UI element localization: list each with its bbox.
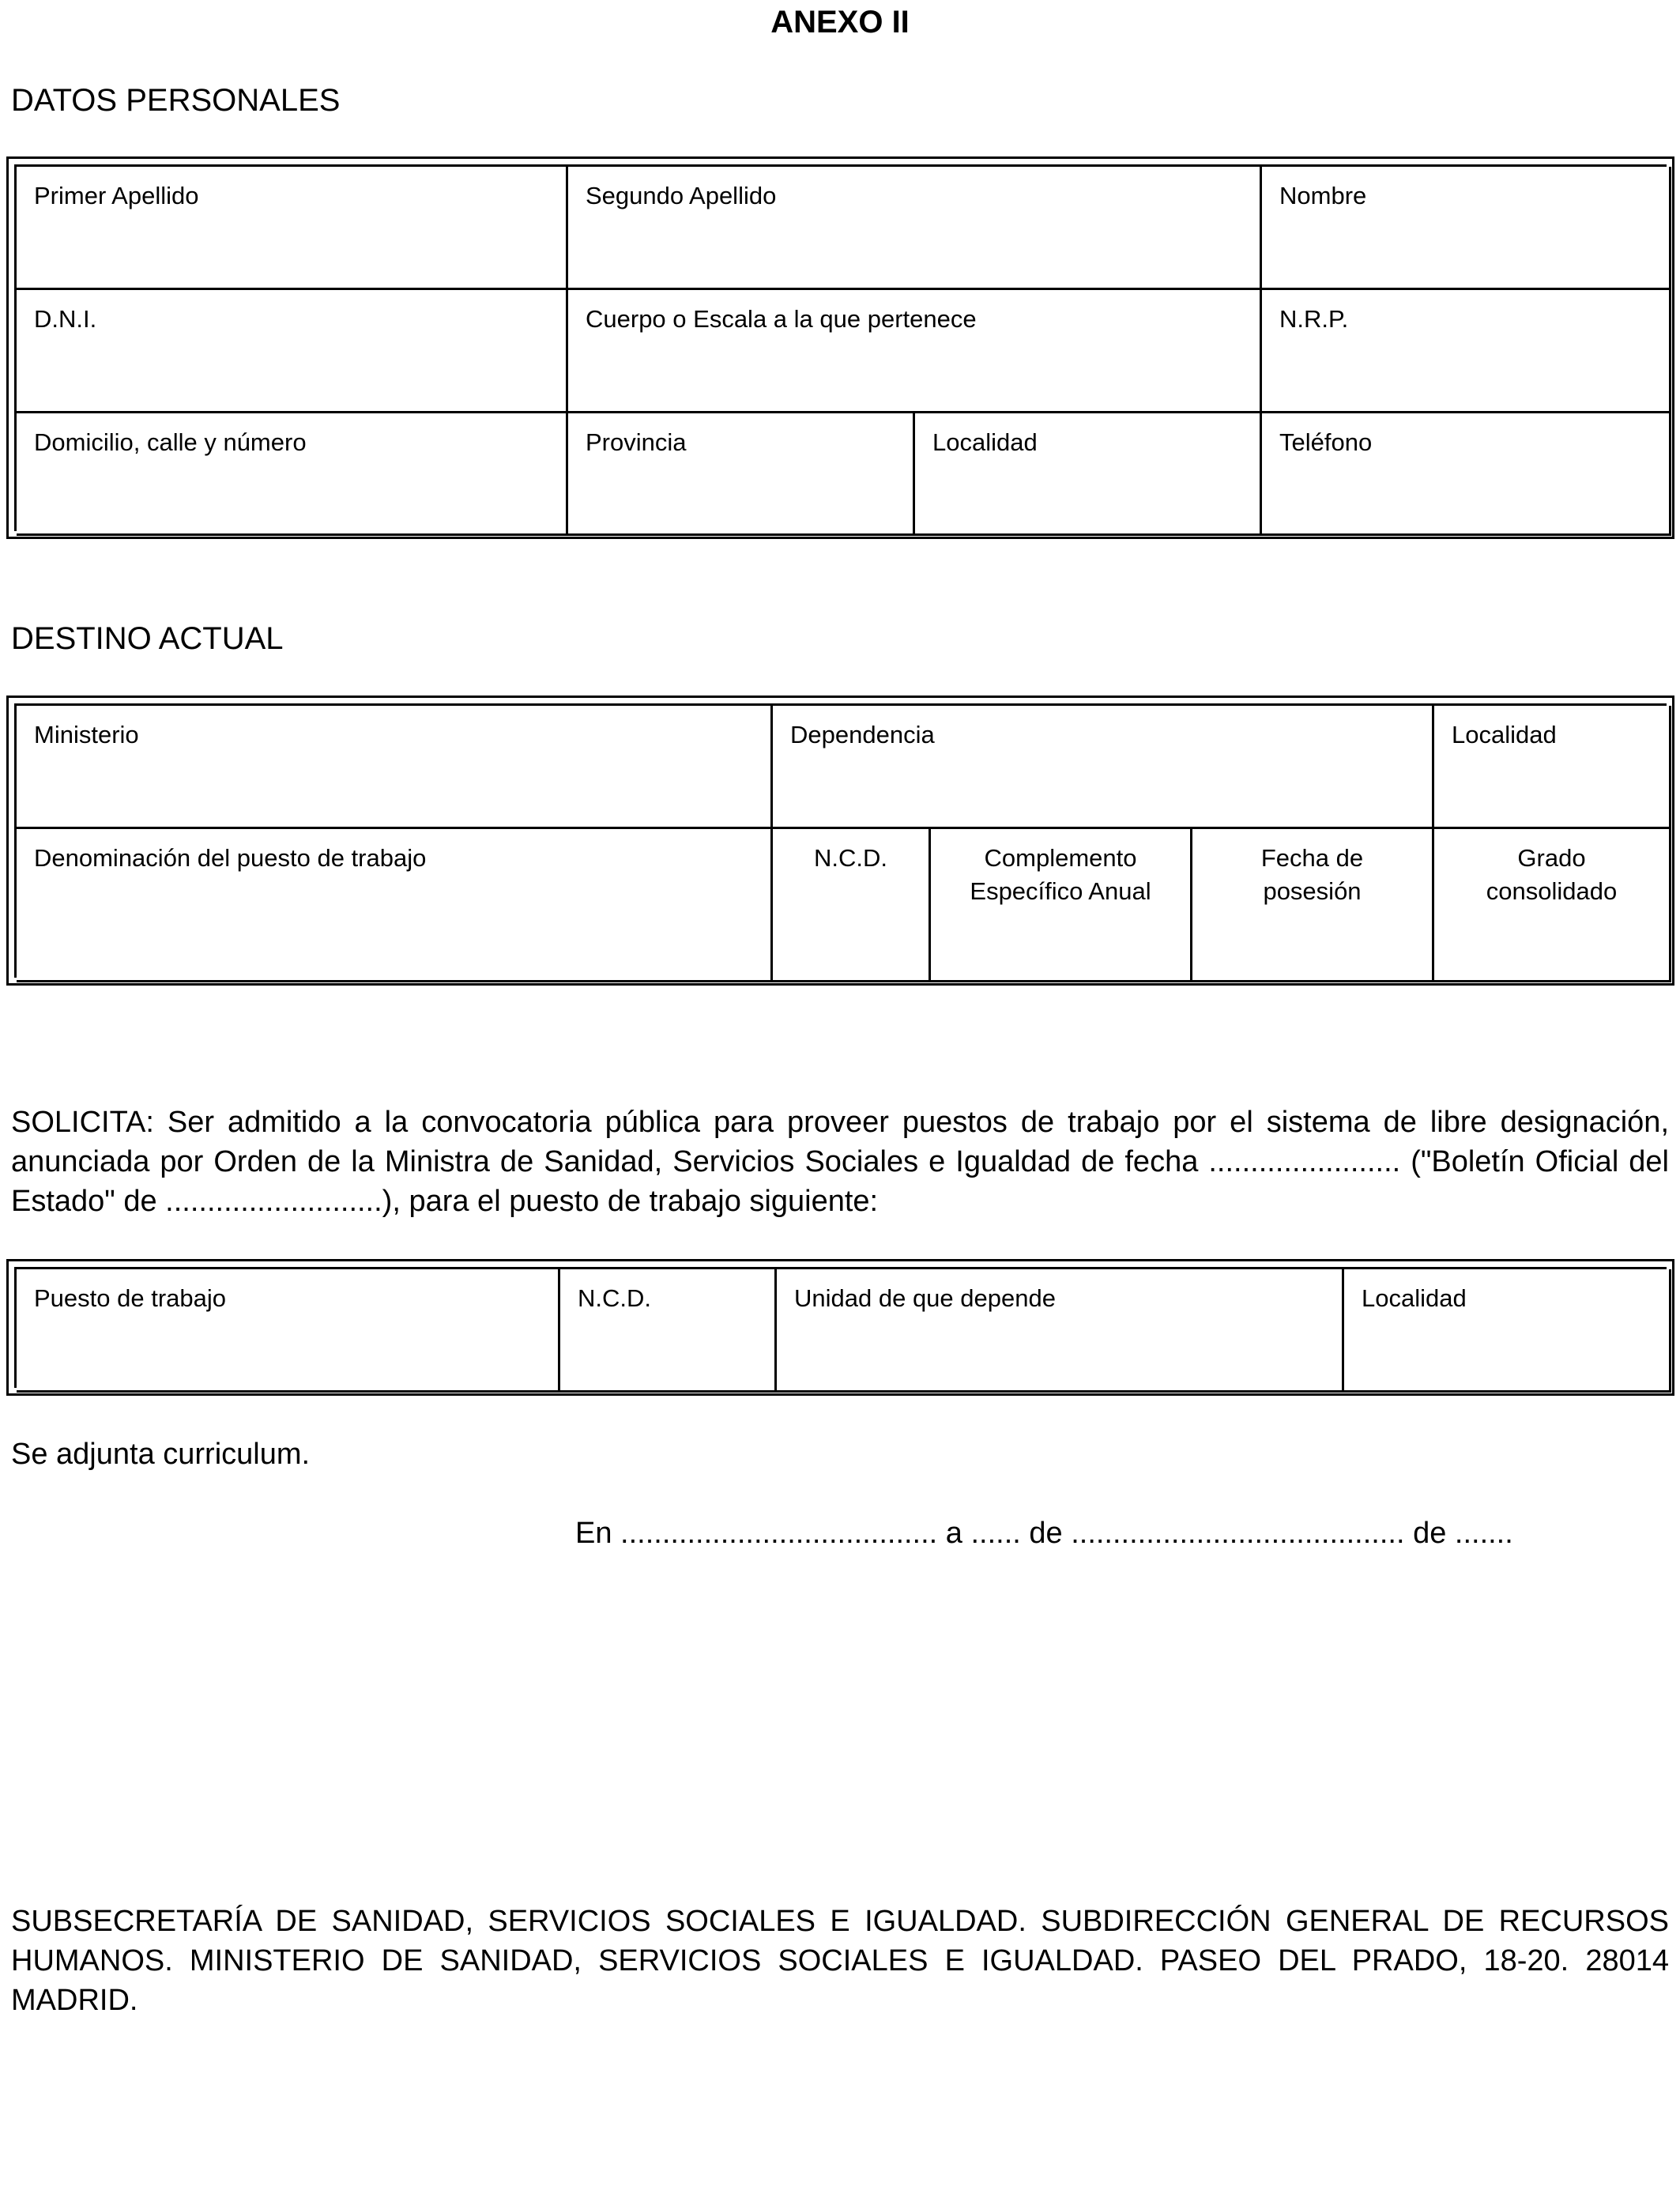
field-ministerio[interactable] xyxy=(17,706,773,829)
label-primer-apellido: Primer Apellido xyxy=(34,182,199,209)
field-nombre[interactable] xyxy=(1262,167,1671,290)
field-dependencia[interactable] xyxy=(773,706,1434,829)
field-unidad[interactable] xyxy=(777,1269,1344,1393)
section-heading-destino: DESTINO ACTUAL xyxy=(11,621,284,656)
label-complemento-line1: Complemento xyxy=(984,844,1137,872)
label-denominacion: Denominación del puesto de trabajo xyxy=(34,844,427,872)
label-grado-line1: Grado xyxy=(1517,844,1586,872)
adjunta-curriculum: Se adjunta curriculum. xyxy=(11,1438,311,1471)
field-provincia[interactable] xyxy=(568,413,915,536)
field-domicilio[interactable] xyxy=(17,413,568,536)
label-ncd-destino: N.C.D. xyxy=(814,844,887,872)
label-fecha-line2: posesión xyxy=(1263,877,1362,905)
field-segundo-apellido[interactable] xyxy=(568,167,1262,290)
field-localidad[interactable] xyxy=(915,413,1262,536)
field-localidad-puesto[interactable] xyxy=(1344,1269,1671,1393)
label-domicilio: Domicilio, calle y número xyxy=(34,428,307,456)
field-primer-apellido[interactable] xyxy=(17,167,568,290)
label-cuerpo-escala: Cuerpo o Escala a la que pertenece xyxy=(586,305,977,333)
requested-post-table xyxy=(6,1259,1674,1396)
field-denominacion[interactable] xyxy=(17,829,773,982)
field-grado[interactable] xyxy=(1434,829,1671,982)
field-ncd-puesto[interactable] xyxy=(560,1269,777,1393)
field-cuerpo-escala[interactable] xyxy=(568,290,1262,413)
date-place-line: En ...................................... a ...... de ........................................ de ....... xyxy=(575,1517,1513,1550)
field-nrp[interactable] xyxy=(1262,290,1671,413)
label-provincia: Provincia xyxy=(586,428,687,456)
label-puesto: Puesto de trabajo xyxy=(34,1284,227,1312)
label-localidad-destino: Localidad xyxy=(1452,721,1557,748)
field-telefono[interactable] xyxy=(1262,413,1671,536)
label-dependencia: Dependencia xyxy=(790,721,935,748)
label-ministerio: Ministerio xyxy=(34,721,139,748)
label-localidad: Localidad xyxy=(932,428,1038,456)
field-dni[interactable] xyxy=(17,290,568,413)
label-telefono: Teléfono xyxy=(1279,428,1373,456)
label-ncd-puesto: N.C.D. xyxy=(578,1284,651,1312)
label-localidad-puesto: Localidad xyxy=(1362,1284,1467,1312)
label-grado-line2: consolidado xyxy=(1486,877,1618,905)
field-localidad-destino[interactable] xyxy=(1434,706,1671,829)
current-post-table xyxy=(6,696,1674,986)
footer-address: SUBSECRETARÍA DE SANIDAD, SERVICIOS SOCIALES E IGUALDAD. SUBDIRECCIÓN GENERAL DE RECURSOS HUMANOS. MINISTERIO DE SANIDAD, SERVICIOS SOCIALES E IGUALDAD. PASEO DEL PRADO, 18-20. 28014 MADRID. xyxy=(11,1905,1669,2017)
label-nrp: N.R.P. xyxy=(1279,305,1349,333)
solicita-paragraph: SOLICITA: Ser admitido a la convocatoria pública para proveer puestos de trabajo por el sistema de libre designación, anunciada por Orden de la Ministra de Sanidad, Servicios Sociales e Igualdad de fecha ....................... ("Boletín Oficial del Estado" de ..........................), para el puesto de trabajo siguiente: xyxy=(11,1106,1669,1218)
field-complemento[interactable] xyxy=(931,829,1192,982)
label-dni: D.N.I. xyxy=(34,305,97,333)
document-title: ANEXO II xyxy=(770,5,910,40)
label-unidad: Unidad de que depende xyxy=(794,1284,1056,1312)
label-segundo-apellido: Segundo Apellido xyxy=(586,182,777,209)
label-nombre: Nombre xyxy=(1279,182,1367,209)
field-ncd-destino[interactable] xyxy=(773,829,931,982)
label-complemento-line2: Específico Anual xyxy=(970,877,1151,905)
section-heading-personal: DATOS PERSONALES xyxy=(11,83,341,118)
field-fecha-posesion[interactable] xyxy=(1192,829,1434,982)
personal-data-table xyxy=(6,156,1674,539)
label-fecha-line1: Fecha de xyxy=(1260,844,1364,872)
field-puesto[interactable] xyxy=(17,1269,560,1393)
